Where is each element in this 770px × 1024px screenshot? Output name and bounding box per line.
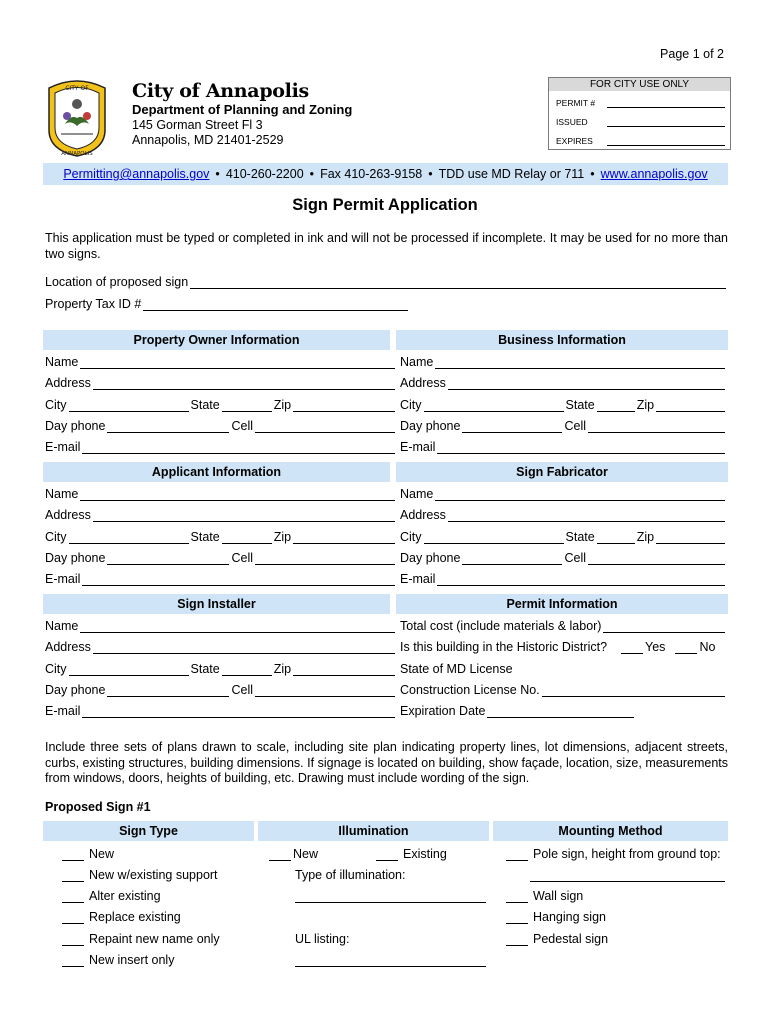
fabricator-zip-field[interactable] xyxy=(656,532,725,544)
state-label: State xyxy=(565,530,595,544)
fabricator-city-row xyxy=(400,530,725,544)
business-address-row xyxy=(400,376,725,390)
cell-label: Cell xyxy=(564,551,587,565)
location-row xyxy=(45,275,726,289)
zip-label: Zip xyxy=(636,398,655,412)
day-phone-label: Day phone xyxy=(400,419,461,433)
location-field[interactable] xyxy=(190,277,726,289)
construction-license-label: Construction License No. xyxy=(400,683,540,697)
bullet-separator: • xyxy=(428,167,433,181)
mounting-checkbox[interactable] xyxy=(506,891,528,903)
street-address: 145 Gorman Street Fl 3 xyxy=(132,118,263,132)
sign-type-option[interactable] xyxy=(62,847,114,861)
applicant-day-phone-field[interactable] xyxy=(107,553,229,565)
expiration-row xyxy=(400,704,634,718)
illumination-new-checkbox[interactable] xyxy=(269,849,291,861)
ul-listing-field[interactable] xyxy=(295,966,486,967)
sign-type-option[interactable] xyxy=(62,889,161,903)
installer-name-field[interactable] xyxy=(80,621,395,633)
sign-type-checkbox[interactable] xyxy=(62,934,84,946)
mounting-label: Pole sign, height from ground top: xyxy=(533,847,721,861)
sign-type-checkbox[interactable] xyxy=(62,870,84,882)
owner-name-field[interactable] xyxy=(80,357,395,369)
applicant-address-field[interactable] xyxy=(93,510,395,522)
construction-license-row xyxy=(400,683,725,697)
illumination-existing-option[interactable] xyxy=(376,847,447,861)
applicant-city-row xyxy=(45,530,395,544)
applicant-address-row xyxy=(45,508,395,522)
sign-type-checkbox[interactable] xyxy=(62,849,84,861)
owner-address-row xyxy=(45,376,395,390)
address-label: Address xyxy=(45,640,91,654)
construction-license-field[interactable] xyxy=(542,685,725,697)
state-label: State xyxy=(565,398,595,412)
installer-city-row xyxy=(45,662,395,676)
illumination-existing-checkbox[interactable] xyxy=(376,849,398,861)
total-cost-row xyxy=(400,619,725,633)
installer-city-field[interactable] xyxy=(69,664,189,676)
state-label: State xyxy=(190,398,220,412)
fabricator-cell-field[interactable] xyxy=(588,553,725,565)
sign-type-option[interactable] xyxy=(62,868,218,882)
owner-phone-row xyxy=(45,419,395,433)
zip-label: Zip xyxy=(273,530,292,544)
day-phone-label: Day phone xyxy=(45,419,106,433)
page-number: Page 1 of 2 xyxy=(660,47,724,61)
sign-type-option[interactable] xyxy=(62,932,220,946)
expiration-label: Expiration Date xyxy=(400,704,486,718)
city-name: City of Annapolis xyxy=(132,80,309,102)
address-label: Address xyxy=(400,376,446,390)
form-title: Sign Permit Application xyxy=(292,196,478,214)
fabricator-email-field[interactable] xyxy=(437,574,725,586)
cell-label: Cell xyxy=(231,683,254,697)
sign-type-label: Repaint new name only xyxy=(89,932,220,946)
owner-email-row xyxy=(45,440,395,454)
business-phone-row xyxy=(400,419,725,433)
owner-zip-field[interactable] xyxy=(293,400,395,412)
cell-label: Cell xyxy=(231,551,254,565)
applicant-city-field[interactable] xyxy=(69,532,189,544)
business-zip-field[interactable] xyxy=(656,400,725,412)
proposed-sign-heading: Proposed Sign #1 xyxy=(45,800,151,814)
email-label: E-mail xyxy=(45,440,81,454)
state-label: State xyxy=(190,662,220,676)
ul-listing-label: UL listing: xyxy=(295,932,350,946)
historic-yes-checkbox[interactable] xyxy=(621,642,643,654)
expires-field[interactable] xyxy=(607,145,725,146)
city-state-zip: Annapolis, MD 21401-2529 xyxy=(132,133,284,147)
installer-address-row xyxy=(45,640,395,654)
city-use-heading: FOR CITY USE ONLY xyxy=(549,78,730,91)
issued-field[interactable] xyxy=(607,126,725,127)
installer-zip-field[interactable] xyxy=(293,664,395,676)
department-name: Department of Planning and Zoning xyxy=(132,102,353,117)
sign-type-option[interactable] xyxy=(62,953,174,967)
total-cost-label: Total cost (include materials & labor) xyxy=(400,619,602,633)
day-phone-label: Day phone xyxy=(45,551,106,565)
installer-phone-row xyxy=(45,683,395,697)
installer-email-row xyxy=(45,704,395,718)
business-address-field[interactable] xyxy=(448,378,725,390)
city-label: City xyxy=(45,530,67,544)
day-phone-label: Day phone xyxy=(400,551,461,565)
email-label: E-mail xyxy=(400,440,436,454)
business-name-field[interactable] xyxy=(435,357,725,369)
owner-section-heading: Property Owner Information xyxy=(43,330,390,350)
zip-label: Zip xyxy=(273,662,292,676)
mounting-option[interactable] xyxy=(506,910,606,924)
phone-number: 410-260-2200 xyxy=(225,167,304,181)
md-license-row xyxy=(400,662,725,676)
owner-city-row xyxy=(45,398,395,412)
owner-day-phone-field[interactable] xyxy=(107,421,229,433)
fabricator-state-field[interactable] xyxy=(597,532,635,544)
applicant-zip-field[interactable] xyxy=(293,532,395,544)
historic-no-checkbox[interactable] xyxy=(675,642,697,654)
fabricator-name-field[interactable] xyxy=(435,489,725,501)
business-city-row xyxy=(400,398,725,412)
applicant-state-field[interactable] xyxy=(222,532,272,544)
mounting-checkbox[interactable] xyxy=(506,912,528,924)
owner-cell-field[interactable] xyxy=(255,421,395,433)
sign-type-label: New xyxy=(89,847,115,861)
business-name-row xyxy=(400,355,725,369)
tax-id-label: Property Tax ID # xyxy=(45,297,142,311)
fabricator-day-phone-field[interactable] xyxy=(462,553,562,565)
bullet-separator: • xyxy=(215,167,220,181)
owner-name-row xyxy=(45,355,395,369)
owner-state-field[interactable] xyxy=(222,400,272,412)
applicant-email-row xyxy=(45,572,395,586)
address-label: Address xyxy=(45,376,91,390)
permit-number-field[interactable] xyxy=(607,107,725,108)
name-label: Name xyxy=(400,355,434,369)
cell-label: Cell xyxy=(564,419,587,433)
owner-city-field[interactable] xyxy=(69,400,189,412)
fabricator-email-row xyxy=(400,572,725,586)
illumination-type-label: Type of illumination: xyxy=(295,868,406,882)
owner-address-field[interactable] xyxy=(93,378,395,390)
installer-state-field[interactable] xyxy=(222,664,272,676)
historic-label: Is this building in the Historic District? xyxy=(400,640,608,654)
sign-type-checkbox[interactable] xyxy=(62,891,84,903)
email-label: E-mail xyxy=(45,572,81,586)
installer-email-field[interactable] xyxy=(82,706,395,718)
mounting-label: Wall sign xyxy=(533,889,584,903)
email-label: E-mail xyxy=(45,704,81,718)
fabricator-section-heading: Sign Fabricator xyxy=(396,462,728,482)
mounting-option[interactable] xyxy=(506,847,721,861)
fabricator-address-field[interactable] xyxy=(448,510,725,522)
business-state-field[interactable] xyxy=(597,400,635,412)
city-label: City xyxy=(400,398,422,412)
applicant-email-field[interactable] xyxy=(82,574,395,586)
installer-day-phone-field[interactable] xyxy=(107,685,229,697)
total-cost-field[interactable] xyxy=(603,621,725,633)
md-license-label: State of MD License xyxy=(400,662,513,676)
business-email-field[interactable] xyxy=(437,442,725,454)
pole-height-field[interactable] xyxy=(530,881,725,882)
business-day-phone-field[interactable] xyxy=(462,421,562,433)
mounting-label: Pedestal sign xyxy=(533,932,609,946)
applicant-cell-field[interactable] xyxy=(255,553,395,565)
fabricator-phone-row xyxy=(400,551,725,565)
city-label: City xyxy=(45,398,67,412)
illumination-new-option[interactable] xyxy=(269,847,318,861)
city-seal-icon xyxy=(45,78,109,158)
name-label: Name xyxy=(45,487,79,501)
sign-type-label: Replace existing xyxy=(89,910,181,924)
city-use-box xyxy=(548,77,731,150)
mounting-option[interactable] xyxy=(506,932,608,946)
mounting-checkbox[interactable] xyxy=(506,934,528,946)
mounting-method-heading: Mounting Method xyxy=(493,821,728,841)
mounting-option[interactable] xyxy=(506,889,583,903)
sign-type-label: New insert only xyxy=(89,953,175,967)
permit-number-label: PERMIT # xyxy=(556,98,596,108)
illumination-new-label: New xyxy=(293,847,319,861)
installer-cell-field[interactable] xyxy=(255,685,395,697)
fabricator-address-row xyxy=(400,508,725,522)
zip-label: Zip xyxy=(636,530,655,544)
tax-id-field[interactable] xyxy=(143,299,408,311)
historic-row xyxy=(400,640,725,654)
fabricator-name-row xyxy=(400,487,725,501)
state-label: State xyxy=(190,530,220,544)
installer-section-heading: Sign Installer xyxy=(43,594,390,614)
illumination-type-field[interactable] xyxy=(295,902,486,903)
fabricator-city-field[interactable] xyxy=(424,532,564,544)
installer-name-row xyxy=(45,619,395,633)
bullet-separator: • xyxy=(590,167,595,181)
tdd-info: TDD use MD Relay or 711 xyxy=(438,167,585,181)
no-label: No xyxy=(699,640,716,654)
name-label: Name xyxy=(45,619,79,633)
sign-type-heading: Sign Type xyxy=(43,821,254,841)
sign-type-checkbox[interactable] xyxy=(62,912,84,924)
seal-text-top: CITY OF xyxy=(65,85,89,92)
email-label: E-mail xyxy=(400,572,436,586)
city-label: City xyxy=(400,530,422,544)
tax-id-row xyxy=(45,297,408,311)
business-cell-field[interactable] xyxy=(588,421,725,433)
installer-address-field[interactable] xyxy=(93,642,395,654)
email-link[interactable]: Permitting@annapolis.gov xyxy=(63,167,210,181)
sign-type-label: Alter existing xyxy=(89,889,161,903)
permit-section-heading: Permit Information xyxy=(396,594,728,614)
fax-number: Fax 410-263-9158 xyxy=(320,167,423,181)
sign-type-checkbox[interactable] xyxy=(62,955,84,967)
owner-email-field[interactable] xyxy=(82,442,395,454)
issued-label: ISSUED xyxy=(556,117,588,127)
bullet-separator: • xyxy=(309,167,315,181)
business-city-field[interactable] xyxy=(424,400,564,412)
plans-note: Include three sets of plans drawn to scale, including site plan indicating property lines, lot dimensions, adjacent streets, curbs, existing structures, building dimensions. If signage is located on building, show façade, location, size, measurements from windows, doors, heights of building, etc. Drawing must include wording of the sign. xyxy=(45,740,728,785)
yes-label: Yes xyxy=(645,640,666,654)
city-label: City xyxy=(45,662,67,676)
cell-label: Cell xyxy=(231,419,254,433)
applicant-name-field[interactable] xyxy=(80,489,395,501)
name-label: Name xyxy=(400,487,434,501)
seal-text-bottom: ANNAPOLIS xyxy=(61,151,93,157)
intro-paragraph: This application must be typed or completed in ink and will not be processed if incomplete. It may be used for no more than two signs. xyxy=(45,231,728,261)
expires-label: EXPIRES xyxy=(556,136,593,146)
expiration-field[interactable] xyxy=(487,706,634,718)
address-label: Address xyxy=(45,508,91,522)
zip-label: Zip xyxy=(273,398,292,412)
contact-bar xyxy=(43,163,728,185)
day-phone-label: Day phone xyxy=(45,683,106,697)
address-label: Address xyxy=(400,508,446,522)
applicant-name-row xyxy=(45,487,395,501)
sign-type-label: New w/existing support xyxy=(89,868,218,882)
applicant-phone-row xyxy=(45,551,395,565)
website-link[interactable]: www.annapolis.gov xyxy=(600,167,708,181)
illumination-heading: Illumination xyxy=(258,821,489,841)
business-section-heading: Business Information xyxy=(396,330,728,350)
mounting-checkbox[interactable] xyxy=(506,849,528,861)
applicant-section-heading: Applicant Information xyxy=(43,462,390,482)
illumination-existing-label: Existing xyxy=(403,847,447,861)
sign-type-option[interactable] xyxy=(62,910,181,924)
mounting-label: Hanging sign xyxy=(533,910,606,924)
location-label: Location of proposed sign xyxy=(45,275,189,289)
name-label: Name xyxy=(45,355,79,369)
business-email-row xyxy=(400,440,725,454)
